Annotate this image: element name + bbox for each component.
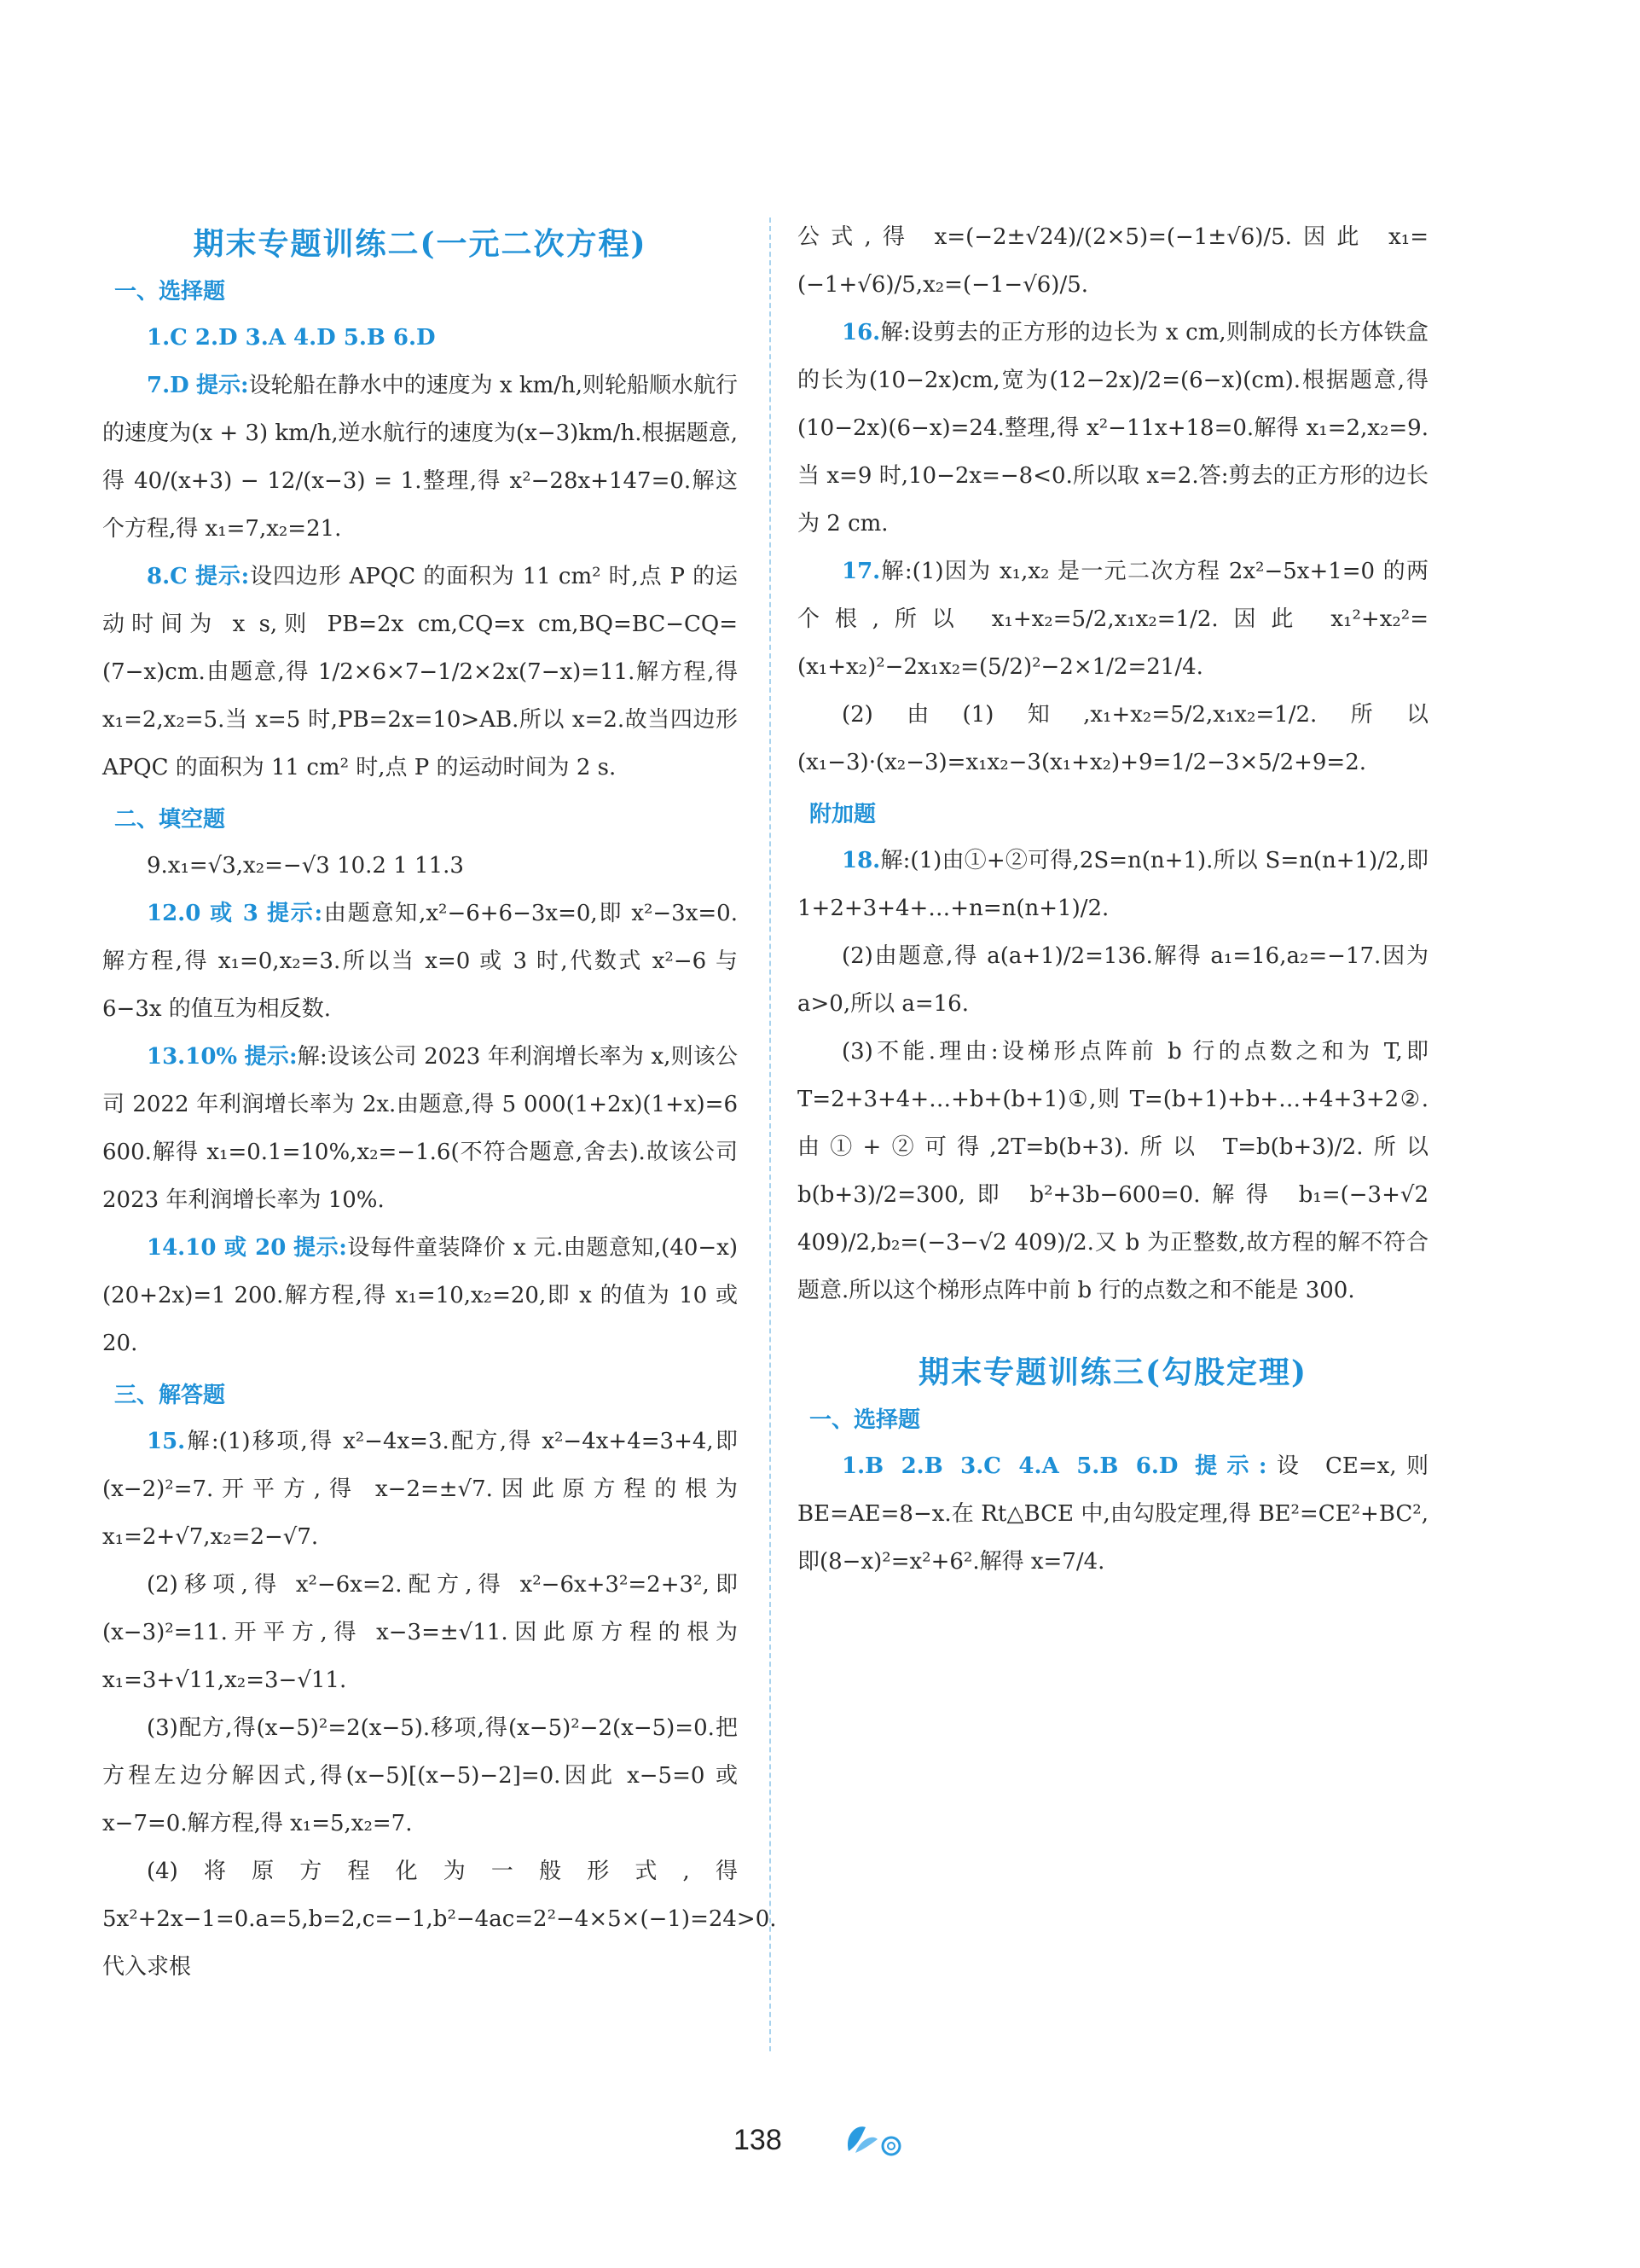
q17-p1: 解:(1)因为 x₁,x₂ 是一元二次方程 2x²−5x+1=0 的两个根,所以 x₁+x₂=5/2,x₁x₂=1/2.因此 x₁²+x₂²=(x₁+x₂)²−2x₁x₂=(5/2)²−2×1/2=21/4.: [797, 559, 1428, 680]
q12-hint-label: 提示:: [266, 901, 323, 926]
answer-15-part2: (2)移项,得 x²−6x=2.配方,得 x²−6x+3²=2+3²,即(x−3)²=11.开平方,得 x−3=±√11.因此原方程的根为 x₁=3+√11,x₂=3−√11.: [102, 1572, 738, 1693]
q7-text: 设轮船在静水中的速度为 x km/h,则轮船顺水航行的速度为(x + 3) km/h,逆水航行的速度为(x−3)km/h.根据题意,得 40/(x+3) − 12/(x−3) = 1.整理,得 x²−28x+147=0.解这个方程,得 x₁=7,x₂=21.: [102, 373, 739, 542]
column-divider: [769, 218, 771, 2051]
q8-text: 设四边形 APQC 的面积为 11 cm² 时,点 P 的运动时间为 x s,则 PB=2x cm,CQ=x cm,BQ=BC−CQ=(7−x)cm.由题意,得 1/2×6×7−1/2×2x(7−x)=11.解方程,得 x₁=2,x₂=5.当 x=5 时,PB=2x=10>AB.所以 x=2.故当四边形 APQC 的面积为 11 cm² 时,点 P 的运动时间为 2 s.: [102, 564, 738, 780]
section-title-training-2: 期末专题训练二(一元二次方程): [193, 226, 647, 262]
answer-14: [102, 1224, 738, 1367]
heading-solve: 三、解答题: [114, 1383, 226, 1408]
answer-18-part2: (2)由题意,得 a(a+1)/2=136.解得 a₁=16,a₂=−17.因为 a>0,所以 a=16.: [797, 943, 1428, 1017]
answer-13: [102, 1033, 738, 1224]
q16-text: 解:设剪去的正方形的边长为 x cm,则制成的长方体铁盒的长为(10−2x)cm,宽为(12−2x)/2=(6−x)(cm).根据题意,得(10−2x)(6−x)=24.整理,得 x²−11x+18=0.解得 x₁=2,x₂=9.当 x=9 时,10−2x=−8<0.所以取 x=2.答:剪去的正方形的边长为 2 cm.: [797, 320, 1428, 537]
q8-number: 8.C: [147, 564, 188, 589]
answer-7: [102, 362, 738, 553]
answers-1-6-training-3: [797, 1442, 1428, 1586]
answer-15-part4: (4)将原方程化为一般形式,得 5x²+2x−1=0.a=5,b=2,c=−1,b²−4ac=2²−4×5×(−1)=24>0.代入求根: [102, 1859, 777, 1980]
answers-1-6: [102, 314, 738, 362]
heading-choice-2: 一、选择题: [809, 1407, 921, 1433]
answer-16: [797, 309, 1428, 548]
answers-9-11: [102, 842, 738, 890]
q17-number: 17.: [842, 559, 881, 584]
answer-12: [102, 890, 738, 1033]
q15-number: 15.: [147, 1429, 186, 1454]
q13-hint-label: 提示:: [244, 1044, 298, 1070]
answer-15-part3: (3)配方,得(x−5)²=2(x−5).移项,得(x−5)²−2(x−5)=0.把方程左边分解因式,得(x−5)[(x−5)−2]=0.因此 x−5=0 或 x−7=0.解方程,得 x₁=5,x₂=7.: [102, 1715, 738, 1836]
q15-p1: 解:(1)移项,得 x²−4x=3.配方,得 x²−4x+4=3+4,即(x−2)²=7.开平方,得 x−2=±√7.因此原方程的根为 x₁=2+√7,x₂=2−√7.: [102, 1429, 738, 1550]
q7-number: 7.D: [147, 373, 189, 398]
answer-17-part1: [797, 548, 1428, 691]
heading-choice: 一、选择题: [114, 279, 226, 305]
answer-17-part2: (2)由(1)知,x₁+x₂=5/2,x₁x₂=1/2.所以(x₁−3)·(x₂−3)=x₁x₂−3(x₁+x₂)+9=1/2−3×5/2+9=2.: [797, 702, 1428, 775]
q14-text: 设每件童装降价 x 元.由题意知,(40−x)(20+2x)=1 200.解方程,得 x₁=10,x₂=20,即 x 的值为 10 或 20.: [102, 1235, 739, 1356]
answer-18-part3: (3)不能.理由:设梯形点阵前 b 行的点数之和为 T,即 T=2+3+4+…+b+(b+1)①,则 T=(b+1)+b+…+4+3+2②.由①+②可得,2T=b(b+3).所以 T=b(b+3)/2.所以 b(b+3)/2=300,即 b²+3b−600=0.解得 b₁=(−3+√2 409)/2,b₂=(−3−√2 409)/2.又 b 为正整数,故方程的解不符合题意.所以这个梯形点阵中前 b 行的点数之和不能是 300.: [797, 1039, 1428, 1303]
heading-fill: 二、填空题: [114, 807, 226, 832]
heading-extra: 附加题: [809, 802, 877, 827]
leaf-logo-icon: [840, 2117, 908, 2160]
answer-15-continued: 公式,得 x=(−2±√24)/(2×5)=(−1±√6)/5.因此 x₁=(−1+√6)/5,x₂=(−1−√6)/5.: [797, 224, 1428, 298]
answer-line-9-11: 9.x₁=√3,x₂=−√3 10.2 1 11.3: [147, 853, 464, 879]
hint-label-2: 提示:: [1195, 1453, 1267, 1479]
q14-number: 14.10 或 20: [147, 1235, 287, 1261]
section-title-training-3: 期末专题训练三(勾股定理): [918, 1354, 1308, 1390]
q14-hint-label: 提示:: [293, 1235, 347, 1261]
answer-8: [102, 553, 738, 792]
q13-text: 解:设该公司 2023 年利润增长率为 x,则该公司 2022 年利润增长率为 2x.由题意,得 5 000(1+2x)(1+x)=6 600.解得 x₁=0.1=10%,x₂=−1.6(不符合题意,舍去).故该公司 2023 年利润增长率为 10%.: [102, 1044, 739, 1213]
q12-text: 由题意知,x²−6+6−3x=0,即 x²−3x=0.解方程,得 x₁=0,x₂=3.所以当 x=0 或 3 时,代数式 x²−6 与 6−3x 的值互为相反数.: [102, 901, 738, 1022]
q13-number: 13.10%: [147, 1044, 238, 1070]
right-column: [797, 213, 1428, 1586]
hint-text-2: 设 CE=x,则 BE=AE=8−x.在 Rt△BCE 中,由勾股定理,得 BE²=CE²+BC²,即(8−x)²=x²+6².解得 x=7/4.: [797, 1453, 1428, 1575]
q7-hint-label: 提示:: [195, 373, 249, 398]
answer-18-part1: [797, 837, 1428, 932]
q8-hint-label: 提示:: [194, 564, 250, 589]
left-column: [102, 213, 777, 1991]
q18-p1: 解:(1)由①+②可得,2S=n(n+1).所以 S=n(n+1)/2,即 1+2+3+4+…+n=n(n+1)/2.: [797, 848, 1428, 921]
answer-line: 1.C 2.D 3.A 4.D 5.B 6.D: [147, 325, 436, 351]
answer-15-part1: [102, 1418, 738, 1561]
answer-line-2: 1.B 2.B 3.C 4.A 5.B 6.D: [842, 1453, 1179, 1479]
page-number: 138: [733, 2124, 782, 2156]
q12-number: 12.0 或 3: [147, 901, 258, 926]
q16-number: 16.: [842, 320, 881, 345]
q18-number: 18.: [842, 848, 881, 873]
